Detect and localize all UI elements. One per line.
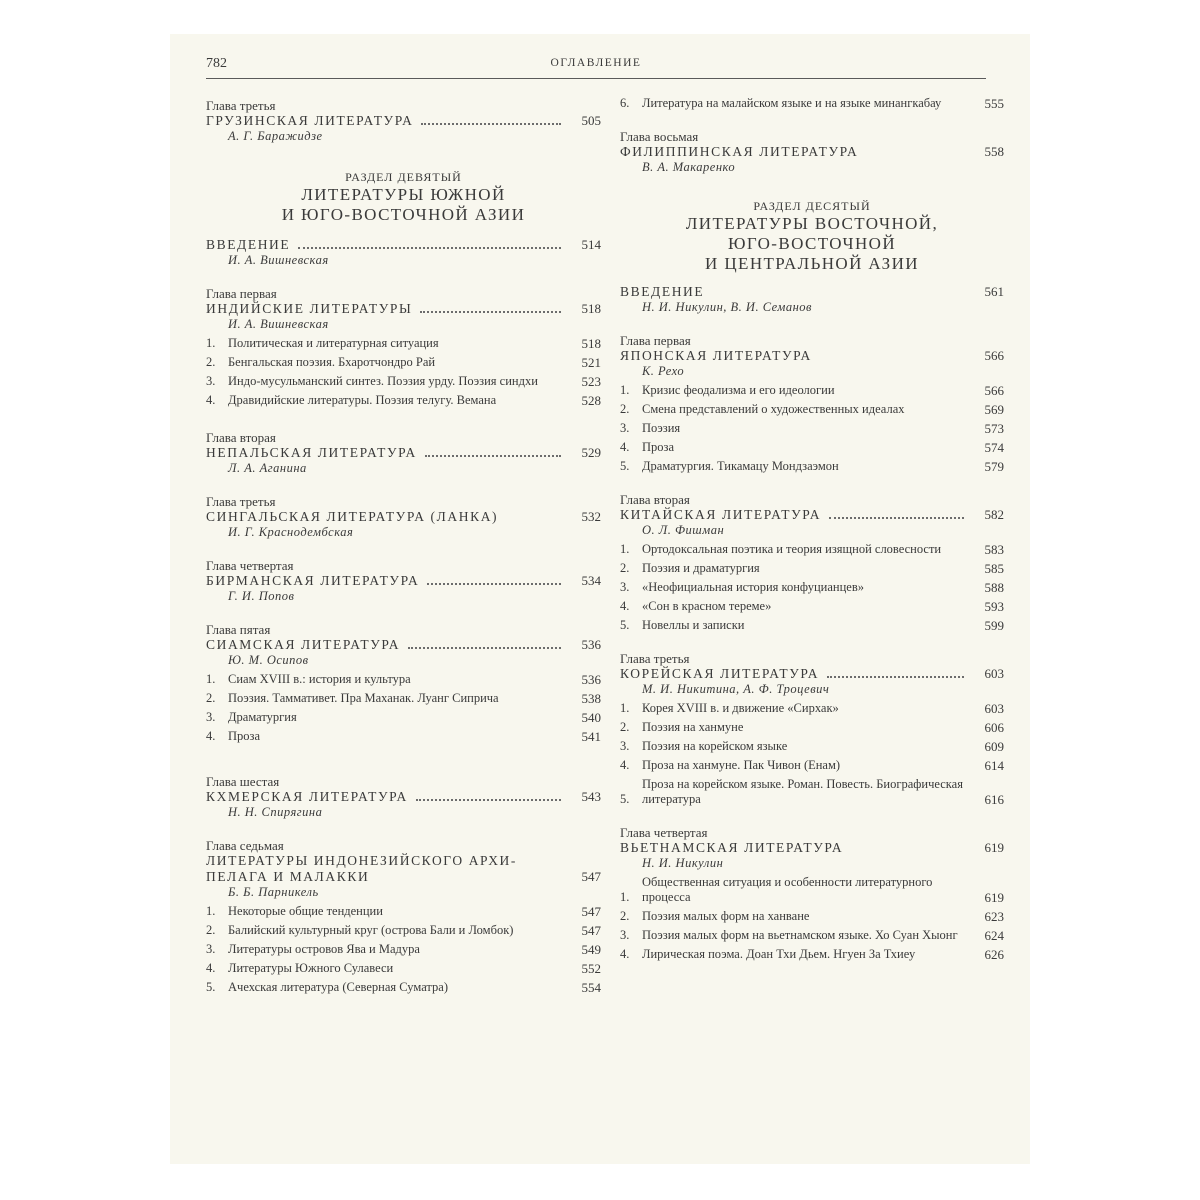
chapter-title: ВВЕДЕНИЕ bbox=[206, 237, 291, 252]
item-text: Драматургия. Тикамацу Мондзаэмон bbox=[642, 459, 839, 473]
page-ref: 561 bbox=[984, 284, 1004, 299]
author: Н. Н. Спирягина bbox=[228, 805, 323, 819]
item-number: 3. bbox=[620, 928, 630, 942]
page-ref: 603 bbox=[984, 701, 1004, 716]
page-ref: 619 bbox=[984, 840, 1004, 855]
toc-subentry bbox=[620, 777, 1004, 807]
author: Н. И. Никулин, В. И. Семанов bbox=[642, 300, 812, 314]
toc-entry bbox=[620, 666, 1004, 682]
item-text: Поэзия bbox=[642, 421, 681, 435]
item-text: Поэзия малых форм на ханване bbox=[642, 909, 810, 923]
toc-chapter bbox=[206, 838, 601, 995]
toc-subentry bbox=[206, 355, 601, 370]
item-text: Дравидийские литературы. Поэзия телугу. Вемана bbox=[228, 393, 497, 407]
page-ref: 521 bbox=[581, 355, 601, 370]
item-number: 4. bbox=[620, 440, 630, 454]
page-ref: 536 bbox=[581, 637, 601, 652]
item-text: Общественная ситуация и особенности литературного процесса bbox=[642, 875, 933, 904]
page-ref: 532 bbox=[581, 509, 601, 524]
toc-subentry bbox=[620, 440, 1004, 455]
toc-chapter bbox=[206, 430, 601, 476]
chapter-label: Глава первая bbox=[206, 286, 277, 301]
page-ref: 528 bbox=[581, 393, 601, 408]
toc-subentry bbox=[206, 942, 601, 957]
page-ref: 582 bbox=[984, 507, 1004, 522]
page-ref: 555 bbox=[984, 96, 1004, 111]
toc-subentry bbox=[620, 402, 1004, 417]
item-text: Драматургия bbox=[228, 710, 297, 724]
item-number: 1. bbox=[206, 336, 216, 350]
chapter-title: ЛИТЕРАТУРЫ ИНДОНЕЗИЙСКОГО АРХИ- bbox=[206, 853, 517, 868]
author: Ю. М. Осипов bbox=[228, 653, 309, 667]
item-text: Новеллы и записки bbox=[642, 618, 745, 632]
section-title: ЮГО-ВОСТОЧНОЙ bbox=[727, 234, 897, 253]
chapter-label: Глава первая bbox=[620, 333, 691, 348]
toc-subentry bbox=[620, 459, 1004, 474]
dot-leader bbox=[416, 799, 561, 801]
page-ref: 529 bbox=[581, 445, 601, 460]
toc-subentry bbox=[206, 691, 601, 706]
author: И. Г. Краснодембская bbox=[228, 525, 354, 539]
item-number: 1. bbox=[620, 890, 630, 904]
item-text: Индо-мусульманский синтез. Поэзия урду. Поэзия синдхи bbox=[228, 374, 538, 388]
page-ref: 566 bbox=[984, 383, 1004, 398]
chapter-title: ФИЛИППИНСКАЯ ЛИТЕРАТУРА bbox=[620, 144, 859, 159]
author: А. Г. Баражидзе bbox=[228, 129, 323, 143]
chapter-label: Глава вторая bbox=[620, 492, 690, 507]
chapter-title: ГРУЗИНСКАЯ ЛИТЕРАТУРА bbox=[206, 113, 414, 128]
chapter-title: ВВЕДЕНИЕ bbox=[620, 284, 705, 299]
item-text: Поэзия на ханмуне bbox=[642, 720, 744, 734]
chapter-label: Глава восьмая bbox=[620, 129, 699, 144]
toc-subentry bbox=[620, 618, 1004, 633]
toc-entry bbox=[206, 509, 601, 525]
chapter-label: Глава шестая bbox=[206, 774, 280, 789]
item-number: 1. bbox=[620, 383, 630, 397]
chapter-title: СИАМСКАЯ ЛИТЕРАТУРА bbox=[206, 637, 401, 652]
toc-subentry bbox=[206, 374, 601, 389]
toc-chapter bbox=[620, 129, 1004, 175]
toc-subentry bbox=[620, 739, 1004, 754]
toc-chapter bbox=[206, 622, 601, 744]
page-ref: 599 bbox=[984, 618, 1004, 633]
toc-entry bbox=[206, 113, 601, 129]
chapter-title: ВЬЕТНАМСКАЯ ЛИТЕРАТУРА bbox=[620, 840, 844, 855]
item-text: Проза bbox=[642, 440, 675, 454]
toc-subentry bbox=[620, 928, 1004, 943]
toc-subentry bbox=[206, 393, 601, 408]
toc-continued bbox=[620, 96, 1004, 111]
toc-subentry bbox=[620, 701, 1004, 716]
item-number: 4. bbox=[620, 599, 630, 613]
toc-subentry bbox=[206, 904, 601, 919]
item-number: 4. bbox=[620, 758, 630, 772]
section-label: РАЗДЕЛ ДЕВЯТЫЙ bbox=[345, 170, 462, 184]
page-ref: 549 bbox=[581, 942, 601, 957]
book-page bbox=[170, 34, 1030, 1164]
item-text: Проза bbox=[228, 729, 261, 743]
toc-subentry bbox=[206, 961, 601, 976]
author: М. И. Никитина, А. Ф. Троцевич bbox=[642, 682, 830, 696]
page-ref: 593 bbox=[984, 599, 1004, 614]
toc-subentry bbox=[620, 421, 1004, 436]
item-number: 4. bbox=[206, 393, 216, 407]
toc-subentry bbox=[620, 947, 1004, 962]
page-ref: 569 bbox=[984, 402, 1004, 417]
item-number: 2. bbox=[620, 909, 630, 923]
author: В. А. Макаренко bbox=[642, 160, 736, 174]
item-text: Литература на малайском языке и на языке минангкабау bbox=[642, 96, 942, 110]
page-ref: 552 bbox=[581, 961, 601, 976]
page-ref: 518 bbox=[581, 336, 601, 351]
toc-subentry bbox=[620, 909, 1004, 924]
item-text: Поэзия. Таммативет. Пра Маханак. Луанг Сиприча bbox=[228, 691, 499, 705]
dot-leader bbox=[427, 583, 561, 585]
page-ref: 624 bbox=[984, 928, 1004, 943]
toc-subentry bbox=[206, 672, 601, 687]
item-number: 2. bbox=[206, 923, 216, 937]
dot-leader bbox=[421, 123, 561, 125]
page-ref: 541 bbox=[581, 729, 601, 744]
dot-leader bbox=[827, 676, 964, 678]
toc-subentry bbox=[620, 875, 1004, 905]
toc-subentry bbox=[620, 599, 1004, 614]
toc-subentry bbox=[206, 336, 601, 351]
toc-subentry bbox=[620, 561, 1004, 576]
toc-chapter bbox=[620, 284, 1004, 315]
chapter-title: СИНГАЛЬСКАЯ ЛИТЕРАТУРА (ЛАНКА) bbox=[206, 509, 499, 524]
item-text: Поэзия и драматургия bbox=[642, 561, 760, 575]
item-text: Литературы Южного Сулавеси bbox=[228, 961, 394, 975]
author: Г. И. Попов bbox=[228, 589, 295, 603]
author: И. А. Вишневская bbox=[228, 317, 329, 331]
item-number: 5. bbox=[620, 792, 630, 806]
toc-subentry bbox=[620, 758, 1004, 773]
item-number: 2. bbox=[206, 691, 216, 705]
page-ref: 514 bbox=[581, 237, 601, 252]
section-label: РАЗДЕЛ ДЕСЯТЫЙ bbox=[753, 199, 871, 213]
toc-chapter bbox=[620, 333, 1004, 474]
toc-chapter bbox=[206, 98, 601, 144]
item-number: 2. bbox=[620, 720, 630, 734]
page-ref: 606 bbox=[984, 720, 1004, 735]
toc-chapter bbox=[206, 558, 601, 604]
toc-entry bbox=[620, 348, 1004, 364]
toc-entry bbox=[620, 284, 1004, 300]
toc-entry bbox=[206, 445, 601, 461]
item-number: 1. bbox=[620, 542, 630, 556]
toc-chapter bbox=[206, 774, 601, 820]
page-ref: 540 bbox=[581, 710, 601, 725]
item-number: 1. bbox=[206, 672, 216, 686]
page-ref: 619 bbox=[984, 890, 1004, 905]
toc-entry bbox=[206, 573, 601, 589]
toc-subentry bbox=[620, 542, 1004, 557]
dot-leader bbox=[829, 517, 964, 519]
section-title: ЛИТЕРАТУРЫ ЮЖНОЙ bbox=[301, 185, 506, 204]
running-title: ОГЛАВЛЕНИЕ bbox=[550, 57, 642, 69]
toc-entry bbox=[206, 869, 601, 885]
dot-leader bbox=[408, 647, 561, 649]
chapter-label: Глава четвертая bbox=[206, 558, 294, 573]
section-title: И ЮГО-ВОСТОЧНОЙ АЗИИ bbox=[281, 205, 526, 224]
chapter-title: ПЕЛАГА И МАЛАККИ bbox=[206, 869, 370, 884]
page-ref: 547 bbox=[581, 869, 601, 884]
toc-chapter bbox=[620, 492, 1004, 633]
item-number: 4. bbox=[620, 947, 630, 961]
chapter-label: Глава третья bbox=[206, 494, 276, 509]
toc-subentry bbox=[206, 710, 601, 725]
chapter-title: БИРМАНСКАЯ ЛИТЕРАТУРА bbox=[206, 573, 420, 588]
item-number: 4. bbox=[206, 729, 216, 743]
chapter-label: Глава пятая bbox=[206, 622, 271, 637]
section-title: ЛИТЕРАТУРЫ ВОСТОЧНОЙ, bbox=[685, 214, 939, 233]
page-ref: 609 bbox=[984, 739, 1004, 754]
toc-left-column bbox=[206, 98, 601, 1013]
chapter-title: ИНДИЙСКИЕ ЛИТЕРАТУРЫ bbox=[206, 301, 413, 316]
item-text: «Неофициальная история конфуцианцев» bbox=[642, 580, 864, 594]
item-text: Поэзия на корейском языке bbox=[642, 739, 788, 753]
toc-chapter bbox=[206, 286, 601, 408]
chapter-title: КОРЕЙСКАЯ ЛИТЕРАТУРА bbox=[620, 666, 820, 681]
page-ref: 523 bbox=[581, 374, 601, 389]
item-number: 3. bbox=[206, 710, 216, 724]
dot-leader bbox=[420, 311, 561, 313]
page-ref: 588 bbox=[984, 580, 1004, 595]
item-text: Литературы островов Ява и Мадура bbox=[228, 942, 420, 956]
page-ref: 616 bbox=[984, 792, 1004, 807]
page-ref: 538 bbox=[581, 691, 601, 706]
toc-right-column bbox=[620, 96, 1004, 980]
toc-subentry bbox=[206, 980, 601, 995]
section-title: И ЦЕНТРАЛЬНОЙ АЗИИ bbox=[705, 254, 919, 273]
page-ref: 547 bbox=[581, 923, 601, 938]
author: Л. А. Аганина bbox=[228, 461, 307, 475]
dot-leader bbox=[425, 455, 561, 457]
item-text: Балийский культурный круг (острова Бали и Ломбок) bbox=[228, 923, 514, 937]
item-number: 1. bbox=[206, 904, 216, 918]
toc-entry bbox=[620, 144, 1004, 160]
toc-subentry bbox=[620, 580, 1004, 595]
page-ref: 603 bbox=[984, 666, 1004, 681]
item-number: 1. bbox=[620, 701, 630, 715]
chapter-title: КХМЕРСКАЯ ЛИТЕРАТУРА bbox=[206, 789, 408, 804]
item-number: 2. bbox=[620, 561, 630, 575]
toc-chapter bbox=[206, 237, 601, 268]
running-head bbox=[206, 54, 986, 79]
toc-subentry bbox=[206, 923, 601, 938]
toc-chapter bbox=[206, 494, 601, 540]
chapter-label: Глава третья bbox=[620, 651, 690, 666]
page-ref: 626 bbox=[984, 947, 1004, 962]
page-ref: 518 bbox=[581, 301, 601, 316]
toc-subentry bbox=[620, 383, 1004, 398]
toc-subentry bbox=[620, 720, 1004, 735]
item-text: Ачехская литература (Северная Суматра) bbox=[228, 980, 449, 994]
item-text: Кризис феодализма и его идеологии bbox=[642, 383, 835, 397]
page-ref: 558 bbox=[984, 144, 1004, 159]
item-number: 5. bbox=[620, 459, 630, 473]
page-ref: 623 bbox=[984, 909, 1004, 924]
toc-entry bbox=[206, 237, 601, 253]
item-text: Ортодоксальная поэтика и теория изящной словесности bbox=[642, 542, 942, 556]
toc-entry bbox=[206, 789, 601, 805]
page-ref: 543 bbox=[581, 789, 601, 804]
toc-entry bbox=[620, 840, 1004, 856]
toc-subentry bbox=[206, 729, 601, 744]
chapter-label: Глава третья bbox=[206, 98, 276, 113]
chapter-label: Глава четвертая bbox=[620, 825, 708, 840]
item-text: Лирическая поэма. Доан Тхи Дьем. Нгуен За Тхиеу bbox=[642, 947, 916, 961]
item-text: Поэзия малых форм на вьетнамском языке. Хо Суан Хыонг bbox=[642, 928, 958, 942]
toc-subentry bbox=[620, 96, 1004, 111]
chapter-title: КИТАЙСКАЯ ЛИТЕРАТУРА bbox=[620, 507, 822, 522]
item-text: «Сон в красном тереме» bbox=[642, 599, 772, 613]
dot-leader bbox=[298, 247, 561, 249]
item-text: Бенгальская поэзия. Бхаротчондро Рай bbox=[228, 355, 436, 369]
item-number: 2. bbox=[206, 355, 216, 369]
item-text: Проза на ханмуне. Пак Чивон (Енам) bbox=[642, 758, 841, 772]
section-heading bbox=[620, 199, 1004, 274]
item-text: Сиам XVIII в.: история и культура bbox=[228, 672, 411, 686]
item-number: 3. bbox=[206, 374, 216, 388]
page-ref: 585 bbox=[984, 561, 1004, 576]
page-ref: 547 bbox=[581, 904, 601, 919]
page-ref: 583 bbox=[984, 542, 1004, 557]
author: К. Рехо bbox=[642, 364, 685, 378]
toc-entry bbox=[206, 637, 601, 653]
page-ref: 554 bbox=[581, 980, 601, 995]
toc-entry bbox=[620, 507, 1004, 523]
item-text: Смена представлений о художественных идеалах bbox=[642, 402, 905, 416]
page-ref: 573 bbox=[984, 421, 1004, 436]
toc-chapter bbox=[620, 651, 1004, 807]
chapter-label: Глава вторая bbox=[206, 430, 276, 445]
chapter-title: НЕПАЛЬСКАЯ ЛИТЕРАТУРА bbox=[206, 445, 417, 460]
page-ref: 579 bbox=[984, 459, 1004, 474]
item-number: 4. bbox=[206, 961, 216, 975]
item-text: Политическая и литературная ситуация bbox=[228, 336, 439, 350]
item-number: 6. bbox=[620, 96, 630, 110]
toc-chapter bbox=[620, 825, 1004, 962]
page-ref: 574 bbox=[984, 440, 1004, 455]
author: Н. И. Никулин bbox=[642, 856, 724, 870]
item-number: 3. bbox=[206, 942, 216, 956]
item-number: 5. bbox=[206, 980, 216, 994]
page-ref: 505 bbox=[581, 113, 601, 128]
item-number: 3. bbox=[620, 580, 630, 594]
item-number: 3. bbox=[620, 421, 630, 435]
author: И. А. Вишневская bbox=[228, 253, 329, 267]
page-ref: 536 bbox=[581, 672, 601, 687]
author: О. Л. Фишман bbox=[642, 523, 725, 537]
section-heading bbox=[206, 170, 601, 225]
item-number: 5. bbox=[620, 618, 630, 632]
page-ref: 566 bbox=[984, 348, 1004, 363]
page-ref: 534 bbox=[581, 573, 601, 588]
item-text: Некоторые общие тенденции bbox=[228, 904, 383, 918]
chapter-title: ЯПОНСКАЯ ЛИТЕРАТУРА bbox=[620, 348, 812, 363]
page-number: 782 bbox=[206, 56, 227, 71]
item-text: Корея XVIII в. и движение «Сирхак» bbox=[642, 701, 839, 715]
author: Б. Б. Парникель bbox=[228, 885, 319, 899]
item-text: Проза на корейском языке. Роман. Повесть. Биографическая литература bbox=[642, 777, 963, 806]
chapter-label: Глава седьмая bbox=[206, 838, 284, 853]
toc-entry bbox=[206, 301, 601, 317]
item-number: 2. bbox=[620, 402, 630, 416]
page-ref: 614 bbox=[984, 758, 1004, 773]
item-number: 3. bbox=[620, 739, 630, 753]
